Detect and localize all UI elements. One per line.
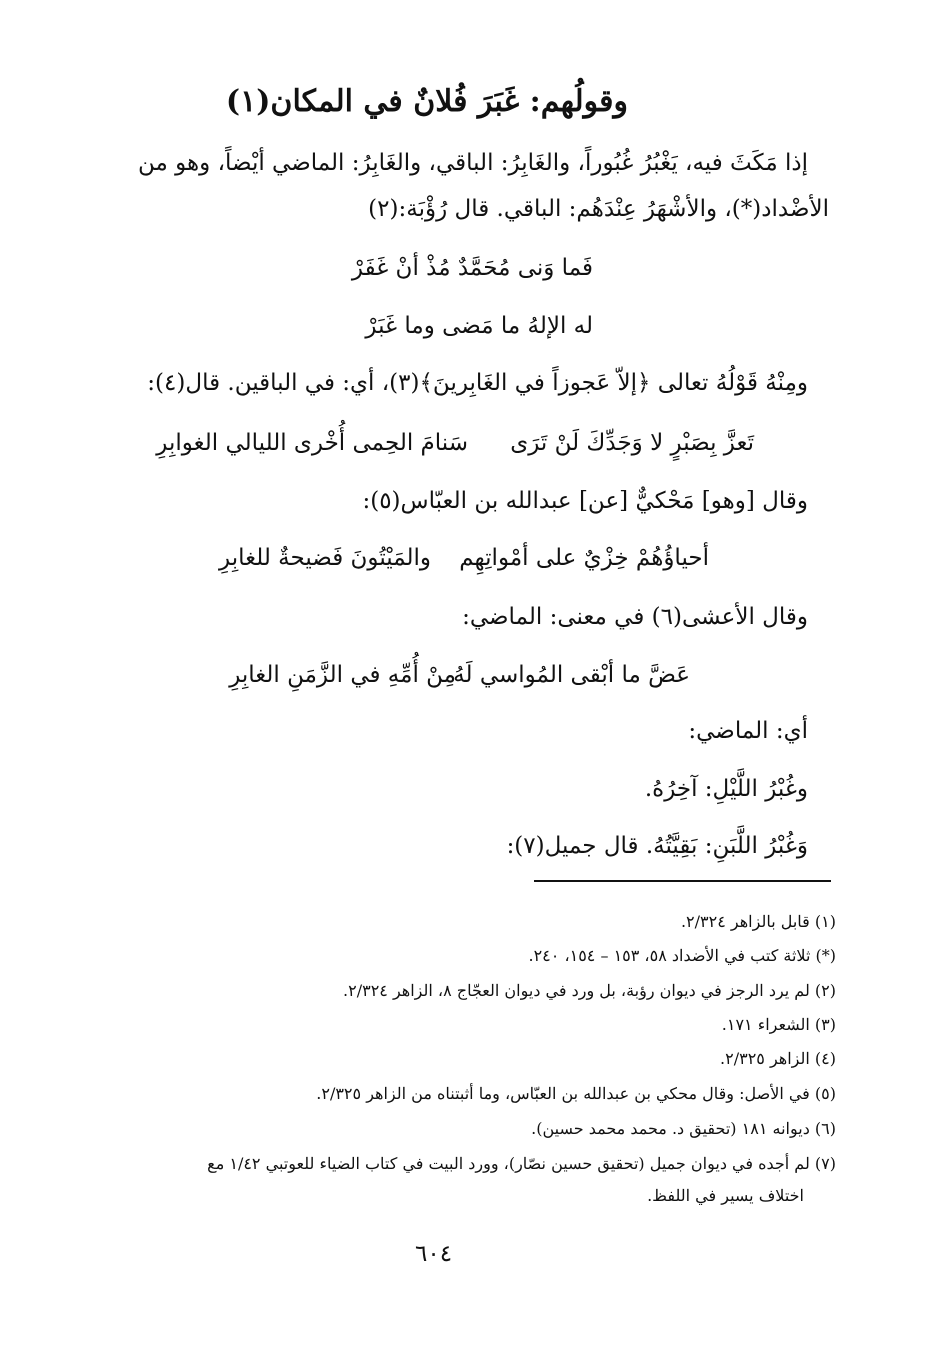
body-line-abbas: وقال [وهو] مَحْكيٌّ [عن] عبدالله بن العبّاس(٥): bbox=[362, 488, 808, 514]
body-line-laban: وَغُبْرُ اللَّبَنِ: بَقِيَّتُهُ. قال جميل(٧): bbox=[506, 833, 808, 859]
body-line-2: الأضْداد(*)، والأشْهَرُ عِنْدَهُم: الباقي. قال رُؤْبَة:(٢) bbox=[368, 196, 829, 222]
body-line-asha: وقال الأعشى(٦) في معنى: الماضي: bbox=[462, 604, 808, 630]
footnote-star: (*) ثلاثة كتب في الأضداد ٥٨، ١٥٣ – ١٥٤، ٢٤٠. bbox=[528, 946, 836, 965]
footnote-6: (٦) ديوانه ١٨١ (تحقيق د. محمد محمد حسين). bbox=[531, 1119, 836, 1138]
footnote-7-continued: اختلاف يسير في اللفظ. bbox=[647, 1186, 804, 1205]
page-number: ٦٠٤ bbox=[415, 1241, 453, 1267]
verse-2-first: تَعزَّ بِصَبْرٍ لا وَجَدِّكَ لَنْ تَرَى bbox=[510, 430, 754, 456]
verse-4-second: مِنْ أُمِّهِ في الزَّمَنِ الغابِرِ bbox=[229, 662, 456, 688]
footnote-4: (٤) الزاهر ٢/٣٢٥. bbox=[720, 1049, 836, 1068]
body-line-layl: وغُبْرُ اللَّيْلِ: آخِرُهُ. bbox=[644, 776, 808, 802]
verse-4-first: عَضَّ ما أبْقى المُواسي لَهُ bbox=[453, 662, 690, 688]
verse-2-second: سَنامَ الحِمى أُخْرى الليالي الغوابِرِ bbox=[156, 430, 468, 456]
footnote-2: (٢) لم يرد الرجز في ديوان رؤبة، بل ورد في ديوان العجّاج ٨، الزاهر ٢/٣٢٤. bbox=[343, 981, 836, 1000]
verse-1-second: له الإلهُ ما مَضى وما غَبَرْ bbox=[365, 313, 593, 339]
footnote-5: (٥) في الأصل: وقال محكي بن عبدالله بن العبّاس، وما أثبتناه من الزاهر ٢/٣٢٥. bbox=[316, 1084, 836, 1103]
page-title: وقولُهم: غَبَرَ فُلانٌ في المكان(١) bbox=[225, 84, 628, 119]
body-line-mada: أي: الماضي: bbox=[688, 718, 808, 744]
verse-1-first: فَما وَنى مُحَمَّدٌ مُذْ أنْ غَفَرْ bbox=[351, 255, 593, 281]
footnote-divider bbox=[534, 880, 831, 882]
footnote-3: (٣) الشعراء ١٧١. bbox=[721, 1015, 836, 1034]
verse-3-first: أحياؤُهُمْ خِزْيٌ على أمْواتِهِم bbox=[459, 545, 709, 571]
footnote-7: (٧) لم أجده في ديوان جميل (تحقيق حسين نصّار)، وورد البيت في كتاب الضياء للعوتبي ١/٤٢ مع bbox=[207, 1154, 836, 1173]
body-line-quran: ومِنْهُ قَوْلُهُ تعالى ﴿إلاّ عَجوزاً في الغَابِرينَ﴾(٣)، أي: في الباقين. قال(٤): bbox=[147, 370, 808, 396]
body-line-1: إذا مَكَثَ فيه، يَغْبُرُ غُبُوراً، والغَابِرُ: الباقي، والغَابِرُ: الماضي أيْضاً، وهو من bbox=[138, 150, 808, 176]
footnote-1: (١) قابل بالزاهر ٢/٣٢٤. bbox=[680, 912, 836, 931]
verse-3-second: والمَيْتُونَ فَضيحةٌ للغابِرِ bbox=[219, 545, 431, 571]
